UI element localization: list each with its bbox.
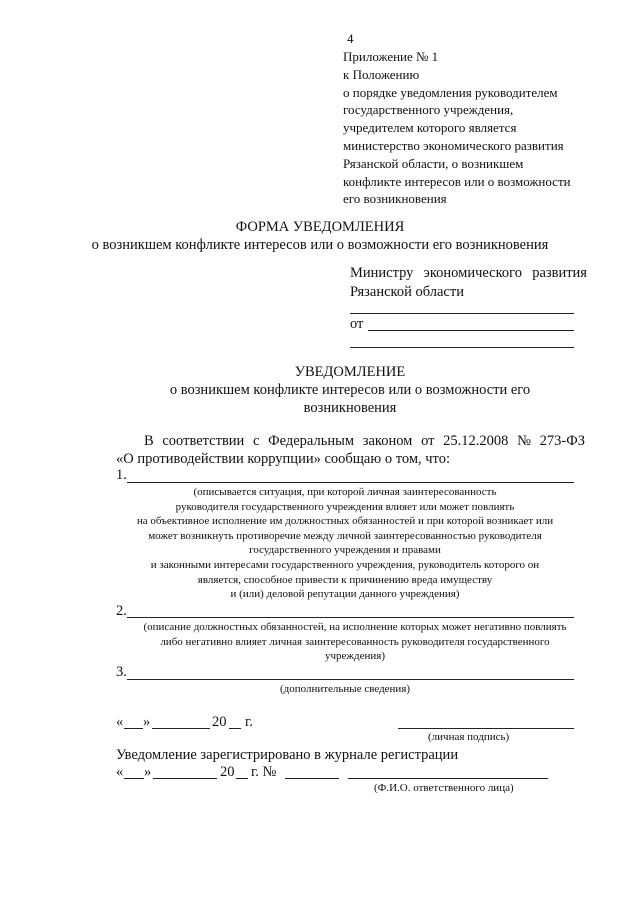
date-month-blank[interactable] [152,728,210,729]
reg-close-quote: » [144,764,152,780]
intro-line2: «О противодействии коррупции» сообщаю о том, что: [116,451,450,467]
responsible-blank[interactable] [348,778,548,779]
responsible-caption: (Ф.И.О. ответственного лица) [374,782,514,794]
date-year-blank[interactable] [229,728,241,729]
item2-number: 2. [116,603,127,619]
caption-line: учреждения) [325,650,385,663]
appendix-line: конфликте интересов или о возможности [343,173,571,189]
reg-year-blank[interactable] [236,778,248,779]
item2-blank[interactable] [127,617,574,618]
item1-caption [110,485,580,602]
caption-line: (описание должностных обязанностей, на исполнение которых может негативно повлиять [143,621,567,633]
reg-number-blank[interactable] [285,778,339,779]
from-blank[interactable] [368,330,574,331]
addressee-word: Министру [350,265,414,281]
reg-open-quote: « [116,764,124,780]
item3-number: 3. [116,664,127,680]
page-number: 4 [347,31,354,46]
intro-word: с [253,433,260,449]
reg-year-prefix: 20 [220,764,235,780]
reg-year-suffix: г. № [251,764,277,780]
addressee-word: экономического [423,265,522,281]
intro-word: 273-ФЗ [539,433,585,449]
addressee-blank-1[interactable] [350,313,574,314]
notice-subtitle-2: возникновения [303,400,397,416]
notice-subtitle-1: о возникшем конфликте интересов или о возможности его [169,382,531,398]
appendix-line: его возникновения [343,191,447,207]
caption-line: на объективное исполнение им должностных обязанностей и при которой возникает или [136,515,554,528]
item1-number: 1. [116,467,127,483]
item3-blank[interactable] [127,679,574,680]
caption-line: может возникнуть противоречие между личной заинтересованностью руководителя [148,529,542,542]
intro-word: 25.12.2008 [443,433,509,449]
date-day-blank[interactable] [124,728,143,729]
reg-day-blank[interactable] [124,778,144,779]
intro-word: соответствии [162,433,245,449]
date-close-quote: » [143,714,151,730]
appendix-line: о порядке уведомления руководителем [343,84,558,100]
addressee-blank-2[interactable] [350,347,574,348]
caption-line: руководителя государственного учреждения влияет или может повлиять [175,500,515,513]
appendix-line: к Положению [343,66,420,82]
date-year-prefix: 20 [212,714,227,730]
caption-line: либо негативно влияет личная заинтересованность руководителя государственного [160,635,550,648]
signature-caption: (личная подпись) [428,731,510,743]
form-title: ФОРМА УВЕДОМЛЕНИЯ [235,219,405,235]
appendix-block [343,48,633,208]
intro-word: В [144,433,154,449]
item2-caption [110,620,600,664]
form-subtitle: о возникшем конфликте интересов или о возможности его возникновения [91,237,549,253]
caption-line: и (или) деловой репутации данного учреждения) [230,588,460,601]
intro-word: Федеральным [268,433,355,449]
caption-line: и законными интересами государственного учреждения, руководитель которого он [150,558,540,571]
appendix-line: государственного учреждения, [343,102,514,118]
intro-line1 [144,432,585,451]
appendix-line: учредителем которого является [343,120,517,136]
reg-month-blank[interactable] [153,778,217,779]
appendix-line: министерство экономического развития [343,137,564,153]
from-label: от [350,316,364,332]
appendix-line: Рязанской области, о возникшем [343,155,524,171]
addressee-line2: Рязанской области [350,284,464,300]
registered-text: Уведомление зарегистрировано в журнале регистрации [116,747,459,763]
intro-word: от [421,433,435,449]
intro-word: законом [362,433,413,449]
caption-line: (описывается ситуация, при которой личная заинтересованность [193,486,497,498]
item1-blank[interactable] [127,482,574,483]
notice-title: УВЕДОМЛЕНИЕ [294,364,406,380]
date-open-quote: « [116,714,124,730]
caption-line: является, способное привести к причинению вреда имуществу [197,573,493,586]
signature-blank[interactable] [398,728,574,729]
item3-caption: (дополнительные сведения) [279,683,411,695]
date-year-suffix: г. [245,714,253,730]
addressee-line1 [350,264,587,283]
intro-word: № [517,433,531,449]
appendix-line: Приложение № 1 [343,49,439,64]
addressee-word: развития [532,265,587,281]
caption-line: государственного учреждения и правами [249,544,441,557]
